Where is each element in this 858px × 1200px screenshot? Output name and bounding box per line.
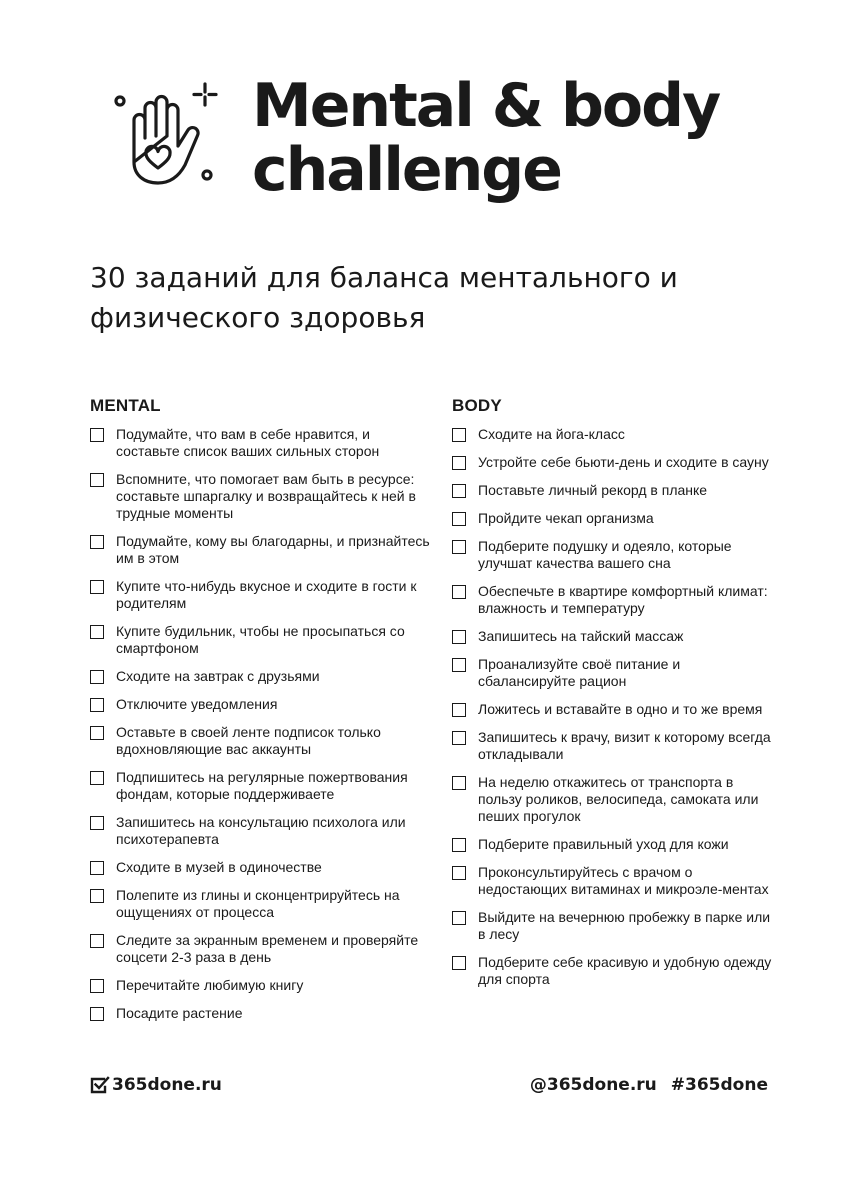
task-checkbox[interactable] <box>452 776 466 790</box>
body-heading: BODY <box>452 396 502 415</box>
task-item <box>452 583 772 617</box>
task-checkbox[interactable] <box>452 838 466 852</box>
task-label: Сходите на завтрак с друзьями <box>116 668 320 684</box>
task-item <box>452 864 772 898</box>
mental-task-list <box>90 426 430 1022</box>
task-checkbox[interactable] <box>452 512 466 526</box>
task-item <box>452 836 772 853</box>
task-item <box>90 623 430 657</box>
task-item <box>452 538 772 572</box>
task-label: На неделю откажитесь от транспорта в пользу роликов, велосипеда, самоката или пеших прогулок <box>478 774 759 824</box>
task-item <box>452 909 772 943</box>
task-label: Сходите в музей в одиночестве <box>116 859 322 875</box>
page-title <box>252 71 720 205</box>
task-label: Подберите себе красивую и удобную одежду для спорта <box>478 954 772 987</box>
task-item <box>90 471 430 522</box>
task-item <box>90 769 430 803</box>
site-link[interactable] <box>90 1074 222 1096</box>
hand-heart-icon <box>108 80 218 190</box>
task-item <box>90 426 430 460</box>
task-label: Поставьте личный рекорд в планке <box>478 482 708 498</box>
task-checkbox[interactable] <box>90 726 104 740</box>
task-item <box>452 482 772 499</box>
task-label: Обеспечьте в квартире комфортный климат: влажность и температуру <box>478 583 768 616</box>
task-label: Перечитайте любимую книгу <box>116 977 304 993</box>
task-label: Отключите уведомления <box>116 696 278 712</box>
task-label: Купите будильник, чтобы не просыпаться со смартфоном <box>116 623 405 656</box>
task-checkbox[interactable] <box>90 771 104 785</box>
task-checkbox[interactable] <box>452 866 466 880</box>
task-item <box>452 701 772 718</box>
task-checkbox[interactable] <box>90 473 104 487</box>
title-line-2: challenge <box>252 135 561 205</box>
task-checkbox[interactable] <box>452 540 466 554</box>
task-label: Пройдите чекап организма <box>478 510 654 526</box>
task-item <box>452 510 772 527</box>
title-line-1: Mental & body <box>252 71 720 141</box>
task-checkbox[interactable] <box>90 979 104 993</box>
task-label: Полепите из глины и сконцентрируйтесь на ощущениях от процесса <box>116 887 400 920</box>
mental-column <box>90 396 430 1033</box>
task-checkbox[interactable] <box>452 585 466 599</box>
task-label: Подберите правильный уход для кожи <box>478 836 729 852</box>
task-label: Купите что-нибудь вкусное и сходите в гости к родителям <box>116 578 417 611</box>
task-checkbox[interactable] <box>90 889 104 903</box>
site-link-label: 365done.ru <box>112 1075 222 1095</box>
task-label: Следите за экранным временем и проверяйте соцсети 2-3 раза в день <box>116 932 419 965</box>
task-checkbox[interactable] <box>452 484 466 498</box>
task-label: Запишитесь на консультацию психолога или психотерапевта <box>116 814 406 847</box>
task-label: Подумайте, кому вы благодарны, и признайтесь им в этом <box>116 533 430 566</box>
task-label: Подберите подушку и одеяло, которые улучшат качества вашего сна <box>478 538 732 571</box>
task-checkbox[interactable] <box>452 630 466 644</box>
task-label: Ложитесь и вставайте в одно и то же время <box>478 701 763 717</box>
task-item <box>90 814 430 848</box>
task-item <box>90 1005 430 1022</box>
task-checkbox[interactable] <box>90 816 104 830</box>
body-task-list <box>452 426 772 988</box>
mental-heading: MENTAL <box>90 396 161 415</box>
task-checkbox[interactable] <box>452 456 466 470</box>
task-checkbox[interactable] <box>452 428 466 442</box>
instagram-handle-link[interactable]: @365done.ru <box>529 1075 657 1095</box>
task-checkbox[interactable] <box>90 580 104 594</box>
task-label: Подумайте, что вам в себе нравится, и составьте список ваших сильных сторон <box>116 426 380 459</box>
task-checkbox[interactable] <box>90 625 104 639</box>
task-checkbox[interactable] <box>90 1007 104 1021</box>
body-column <box>452 396 772 999</box>
task-label: Запишитесь на тайский массаж <box>478 628 684 644</box>
task-label: Выйдите на вечернюю пробежку в парке или в лесу <box>478 909 771 942</box>
page-subtitle: 30 заданий для баланса ментального и физического здоровья <box>90 261 678 334</box>
hashtag-link[interactable]: #365done <box>670 1075 768 1095</box>
task-label: Проанализуйте своё питание и сбалансируйте рацион <box>478 656 681 689</box>
task-checkbox[interactable] <box>90 428 104 442</box>
task-label: Проконсультируйтесь с врачом о недостающих витаминах и микроэле-ментах <box>478 864 769 897</box>
task-checkbox[interactable] <box>452 658 466 672</box>
task-item <box>452 426 772 443</box>
task-item <box>90 696 430 713</box>
task-checkbox[interactable] <box>452 911 466 925</box>
task-label: Подпишитесь на регулярные пожертвования фондам, которые поддерживаете <box>116 769 408 802</box>
checkbox-check-icon <box>90 1076 110 1094</box>
task-item <box>90 533 430 567</box>
task-checkbox[interactable] <box>452 956 466 970</box>
task-label: Устройте себе бьюти-день и сходите в сауну <box>478 454 769 470</box>
task-item <box>452 454 772 471</box>
task-checkbox[interactable] <box>90 698 104 712</box>
task-item <box>90 724 430 758</box>
task-item <box>452 774 772 825</box>
task-label: Вспомните, что помогает вам быть в ресурсе: составьте шпаргалку и возвращайтесь к ней в трудные моменты <box>116 471 416 521</box>
task-label: Запишитесь к врачу, визит к которому всегда откладывали <box>478 729 771 762</box>
task-checkbox[interactable] <box>90 670 104 684</box>
social-links <box>530 1074 768 1096</box>
task-checkbox[interactable] <box>452 703 466 717</box>
task-item <box>452 628 772 645</box>
task-item <box>90 578 430 612</box>
task-item <box>90 887 430 921</box>
task-checkbox[interactable] <box>90 535 104 549</box>
task-label: Сходите на йога-класс <box>478 426 625 442</box>
task-item <box>90 668 430 685</box>
task-checkbox[interactable] <box>90 861 104 875</box>
task-item <box>452 954 772 988</box>
task-item <box>90 932 430 966</box>
task-label: Посадите растение <box>116 1005 243 1021</box>
task-item <box>90 859 430 876</box>
task-item <box>90 977 430 994</box>
task-label: Оставьте в своей ленте подписок только вдохновляющие вас аккаунты <box>116 724 381 757</box>
task-item <box>452 656 772 690</box>
task-checkbox[interactable] <box>452 731 466 745</box>
task-item <box>452 729 772 763</box>
task-checkbox[interactable] <box>90 934 104 948</box>
